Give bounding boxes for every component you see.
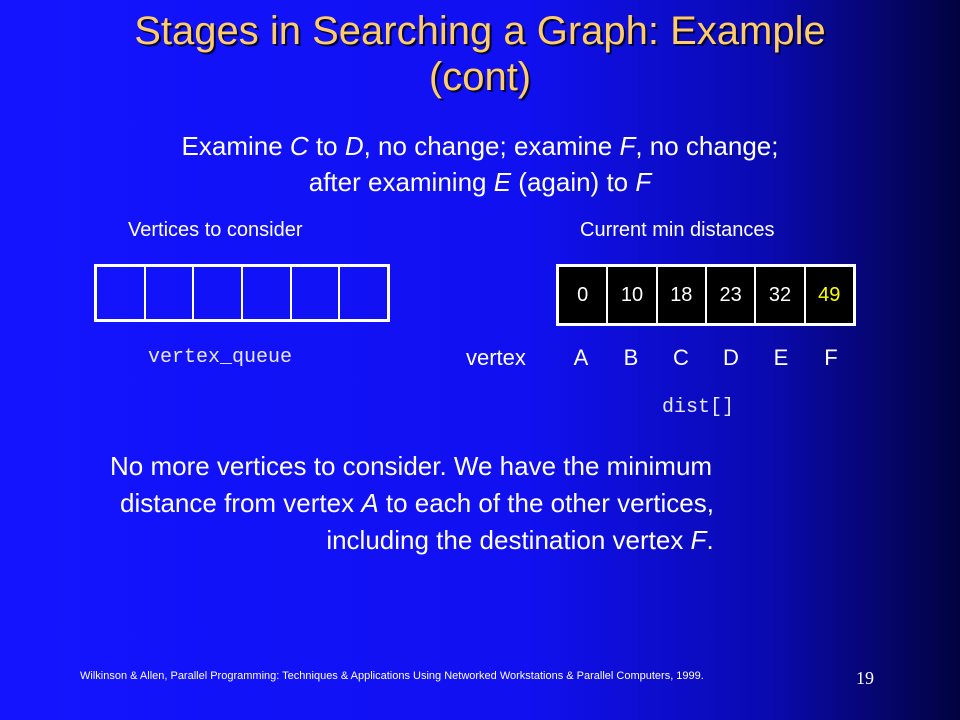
queue-cell [243, 267, 292, 319]
intro-text [60, 128, 900, 200]
conclusion-line-1: No more vertices to consider. We have the minimum [110, 451, 713, 481]
distance-cell-c: 18 [658, 267, 707, 323]
vertex-label-f: F [824, 345, 838, 370]
conclusion-italic-run: A [361, 488, 379, 518]
conclusion-text-run: . [706, 525, 714, 555]
conclusion-text-run: distance from vertex [120, 488, 362, 518]
vertex-label-d: D [723, 345, 739, 370]
conclusion-text-run: to each of the other vertices, [378, 488, 714, 518]
title-line-2: (cont) [428, 55, 532, 99]
title-line-1: Stages in Searching a Graph: Example [134, 9, 826, 53]
vertex-label-c: C [673, 345, 689, 370]
intro-text-run: Examine [181, 131, 290, 161]
slide-title [60, 8, 900, 100]
distance-cell-d: 23 [707, 267, 756, 323]
queue-cell [292, 267, 341, 319]
intro-text-run: , no change; examine [363, 131, 620, 161]
page-number: 19 [856, 668, 874, 688]
queue-cell [146, 267, 195, 319]
vertex-row-label: vertex [466, 345, 526, 370]
conclusion-italic-run: F [690, 525, 707, 555]
conclusion-line-2 [100, 485, 880, 522]
intro-text-run: , no change; [635, 131, 779, 161]
conclusion-line-3 [100, 522, 880, 559]
intro-italic-run: F [635, 167, 652, 197]
intro-line-2 [60, 164, 900, 200]
distance-array [556, 264, 856, 326]
vertex-label-b: B [623, 345, 639, 370]
conclusion-text [100, 448, 880, 559]
intro-italic-run: F [619, 131, 636, 161]
intro-text-run: (again) to [511, 167, 636, 197]
queue-cell [340, 267, 387, 319]
intro-italic-run: C [289, 131, 309, 161]
distance-cell-b: 10 [608, 267, 657, 323]
intro-text-run: after examining [308, 167, 494, 197]
dist-array-caption: dist[] [662, 396, 735, 419]
vertex-label-e: E [773, 345, 789, 370]
vertex-queue-caption: vertex_queue [148, 346, 293, 369]
conclusion-text-run: including the destination vertex [326, 525, 691, 555]
intro-line-1 [60, 128, 900, 164]
current-min-distances-label: Current min distances [580, 219, 775, 241]
distance-cell-a: 0 [559, 267, 608, 323]
intro-italic-run: E [493, 167, 512, 197]
vertex-label-a: A [573, 345, 589, 370]
vertex-queue-array [94, 264, 390, 322]
queue-cell [97, 267, 146, 319]
queue-cell [194, 267, 243, 319]
distance-cell-e: 32 [756, 267, 805, 323]
vertices-to-consider-label: Vertices to consider [128, 219, 303, 241]
footer-citation: Wilkinson & Allen, Parallel Programming: Techniques & Applications Using Networked Workstations & Parallel Computers, 1999. [80, 670, 704, 682]
intro-italic-run: D [344, 131, 364, 161]
distance-cell-f: 49 [818, 283, 841, 306]
intro-text-run: to [308, 131, 345, 161]
